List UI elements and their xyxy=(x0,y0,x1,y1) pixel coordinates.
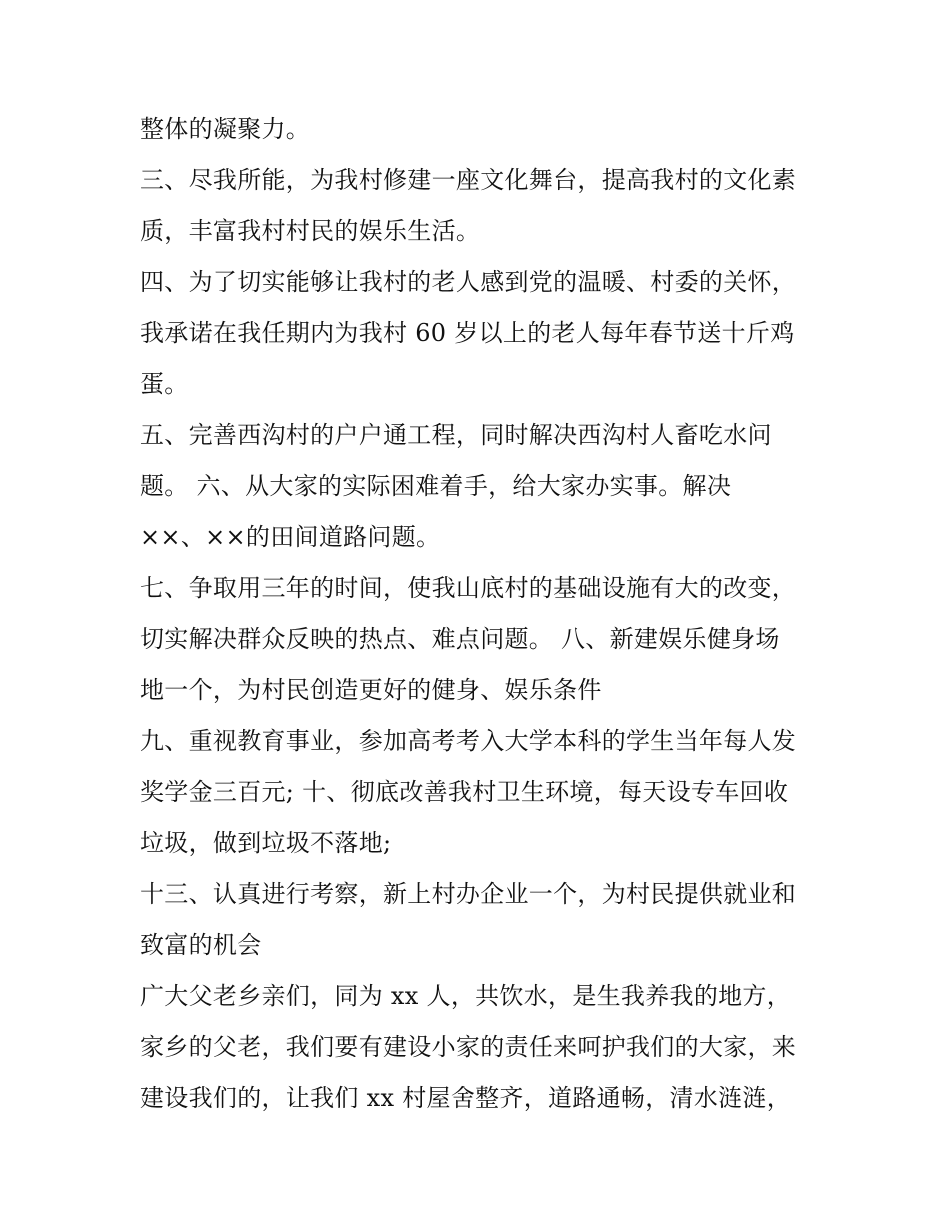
text-line: 广大父老乡亲们，同为 xx 人，共饮水，是生我养我的地方， xyxy=(140,982,792,1010)
text-line: 切实解决群众反映的热点、难点问题。 八、新建娱乐健身场 xyxy=(140,625,780,653)
text-line: 蛋。 xyxy=(140,370,189,398)
text-line: 地一个，为村民创造更好的健身、娱乐条件 xyxy=(140,676,602,704)
text-line: 五、完善西沟村的户户通工程，同时解决西沟村人畜吃水问 xyxy=(140,421,772,449)
text-line: 题。 六、从大家的实际困难着手，给大家办实事。解决 xyxy=(140,472,732,500)
text-line: 七、争取用三年的时间，使我山底村的基础设施有大的改变， xyxy=(140,574,797,602)
text-line: 九、重视教育事业，参加高考考入大学本科的学生当年每人发 xyxy=(140,727,797,755)
text-line: 十三、认真进行考察，新上村办企业一个，为村民提供就业和 xyxy=(140,880,797,908)
text-line: 四、为了切实能够让我村的老人感到党的温暖、村委的关怀， xyxy=(140,268,797,296)
text-line: 三、尽我所能，为我村修建一座文化舞台，提高我村的文化素 xyxy=(140,166,797,194)
text-line: 整体的凝聚力。 xyxy=(140,115,311,143)
text-line: 垃圾，做到垃圾不落地; xyxy=(140,829,392,857)
text-line: 建设我们的，让我们 xx 村屋舍整齐，道路通畅，清水涟涟， xyxy=(140,1084,792,1112)
text-line: 家乡的父老，我们要有建设小家的责任来呵护我们的大家，来 xyxy=(140,1033,797,1061)
text-line: 质，丰富我村村民的娱乐生活。 xyxy=(140,217,481,245)
document-body xyxy=(140,104,830,1124)
text-line: 我承诺在我任期内为我村 60 岁以上的老人每年春节送十斤鸡 xyxy=(140,319,795,347)
text-line: 奖学金三百元; 十、彻底改善我村卫生环境，每天设专车回收 xyxy=(140,778,789,806)
text-line: ××、××的田间道路问题。 xyxy=(140,523,441,551)
text-line: 致富的机会 xyxy=(140,931,262,959)
